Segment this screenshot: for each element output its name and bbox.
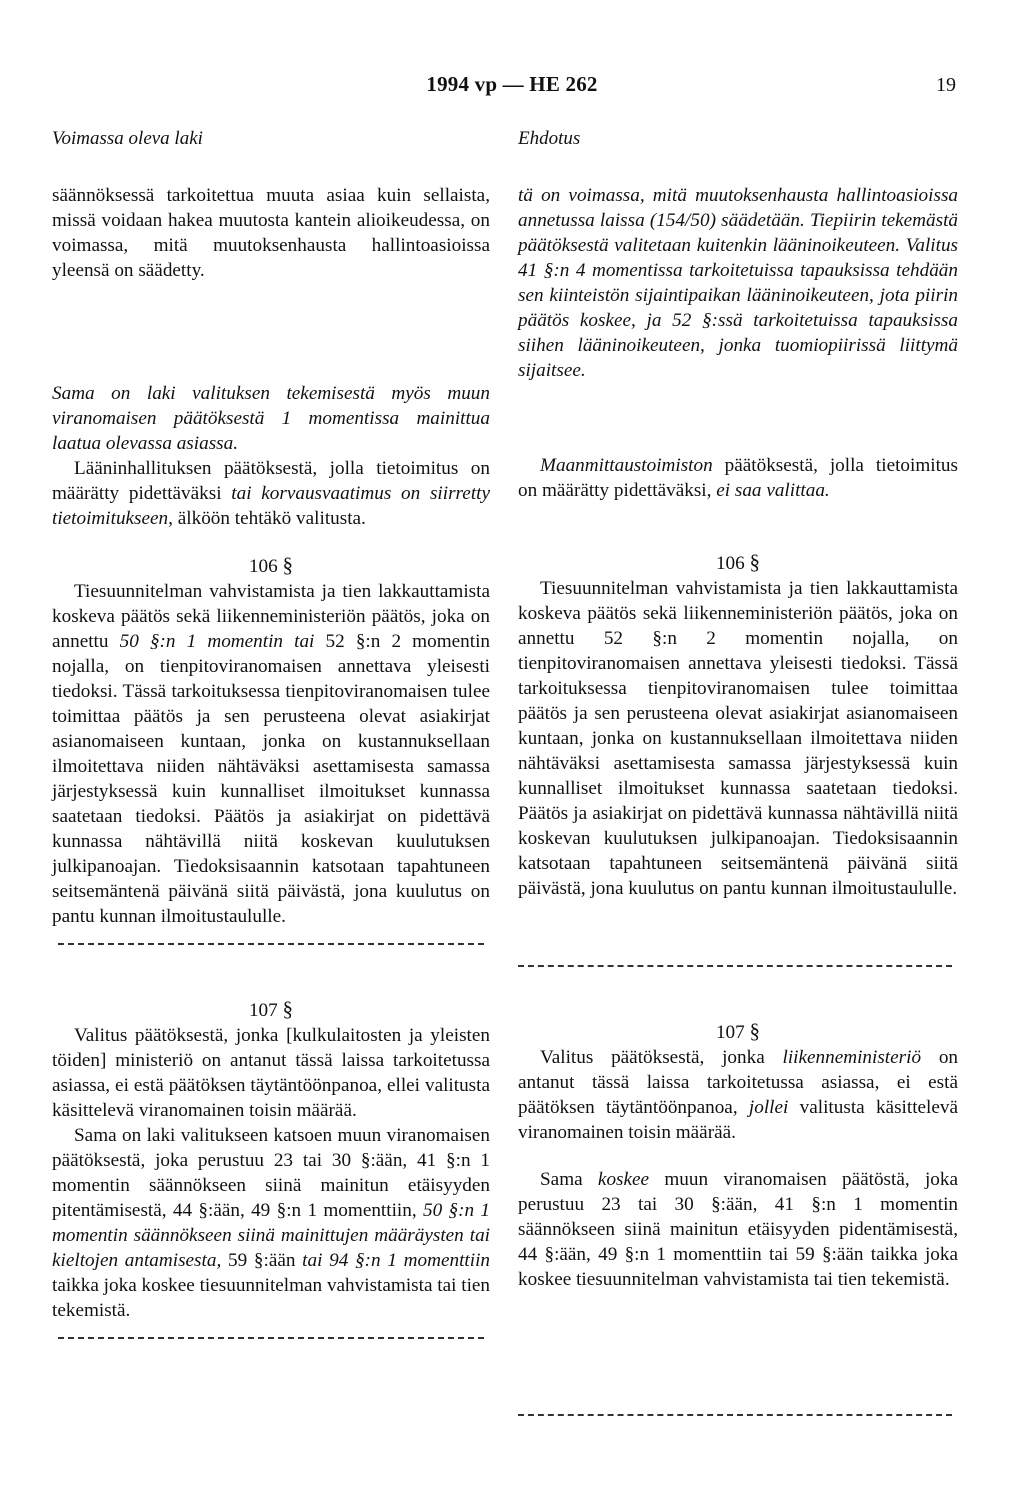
page-number: 19: [936, 74, 956, 96]
section-heading-106: 106 §: [715, 550, 761, 574]
section-107-paragraph: Sama on laki valitukseen katsoen muun viranomaisen päätöksestä, joka perustuu 23 tai 30 §:ään, 41 §:n 1 momentin säännökseen siinä mainitun etäisyyden pitentämisestä, 44 §:ään, 49 §:n 1 momenttiin, 50 §:n 1 momentin säännökseen siinä mainittujen määräysten tai kieltojen antamisesta, 59 §:ään tai 94 §:n 1 momenttiin taikka joka koskee tiesuunnitelman vahvistamista tai tien tekemistä.: [52, 1125, 491, 1321]
current-law-column: [52, 126, 490, 1339]
paragraph: Lääninhallituksen päätöksestä, jolla tietoimitus on määrätty pidettäväksi tai korvausvaatimus on siirretty tietoimitukseen, älköön tehtäkö valitusta.: [52, 458, 490, 529]
column-label: Voimassa oleva laki: [52, 128, 203, 149]
section-107-paragraph: Valitus päätöksestä, jonka liikenneministeriö on antanut tässä laissa tarkoitetussa asiassa, ei estä päätöksen täytäntöönpanoa, jollei valitusta käsittelevä viranomainen toisin määrää.: [518, 1047, 959, 1143]
proposal-column: [518, 126, 958, 1416]
paragraph-italic: Sama on laki valituksen tekemisestä myös muun viranomaisen päätöksestä 1 momentissa mainittua laatua olevassa asiassa.: [52, 383, 490, 454]
document-title: 1994 vp — HE 262: [426, 72, 598, 96]
section-heading-106: 106 §: [248, 553, 294, 577]
paragraph: Maanmittaustoimiston päätöksestä, jolla tietoimitus on määrätty pidettäväksi, ei saa valittaa.: [518, 455, 958, 501]
divider: [58, 1337, 484, 1339]
section-107-paragraph: Sama koskee muun viranomaisen päätöstä, joka perustuu 23 tai 30 §:ään, 41 §:n 1 momentin säännökseen siinä mainitun etäisyyden pidentämisestä, 44 §:ään, 49 §:n 1 momenttiin tai 59 §:ään taikka joka koskee tiesuunnitelman vahvistamista tai tien tekemistä.: [518, 1169, 958, 1290]
section-106-text: Tiesuunnitelman vahvistamista ja tien lakkauttamista koskeva päätös sekä liikenneministeriön päätös, joka on annettu 50 §:n 1 momentin tai 52 §:n 2 momentin nojalla, on tienpitoviranomaisen annettava yleisesti tiedoksi. Tässä tarkoituksessa tienpitoviranomaisen tulee toimittaa päätös ja sen perusteena olevat asiakirjat asianomaiseen kuntaan, jonka on kustannuksellaan ilmoitettava niiden nähtäväksi asettamisesta samassa järjestyksessä kuin kunnalliset ilmoitukset kunnassa saatetaan tiedoksi. Päätös ja asiakirjat on pidettävä kunnassa nähtävillä niitä koskevan kuulutuksen julkipanoajan. Tiedoksisaannin katsotaan tapahtuneen seitsemäntenä päivänä siitä päivästä, jona kuulutus on pantu kunnan ilmoitustaululle.: [52, 581, 490, 927]
section-107-paragraph: Valitus päätöksestä, jonka [kulkulaitosten ja yleisten töiden] ministeriö on antanut tässä laissa tarkoitetussa asiassa, ei estä päätöksen täytäntöönpanoa, ellei valitusta käsittelevä viranomainen toisin määrää.: [52, 1025, 490, 1121]
paragraph: säännöksessä tarkoitettua muuta asiaa kuin sellaista, missä voidaan hakea muutosta kantein alioikeudessa, on voimassa, mitä muutoksenhausta hallintoasioissa yleensä on säädetty.: [52, 185, 490, 281]
section-heading-107: 107 §: [248, 997, 294, 1021]
divider: [518, 965, 952, 967]
page-header: [0, 72, 1024, 106]
section-106-text: Tiesuunnitelman vahvistamista ja tien lakkauttamista koskeva päätös sekä liikenneministeriön päätös, joka on annettu 52 §:n 2 momentin nojalla, on tienpitoviranomaisen annettava yleisesti tiedoksi. Tässä tarkoituksessa tienpitoviranomaisen tulee toimittaa päätös ja sen perusteena olevat asiakirjat asianomaiseen kuntaan, jonka on kustannuksellaan ilmoitettava niiden nähtäväksi asettamisesta samassa järjestyksessä kuin kunnalliset ilmoitukset kunnassa saatetaan tiedoksi. Päätös ja asiakirjat on pidettävä kunnassa nähtävillä niitä koskevan kuulutuksen julkipanoajan. Tiedoksisaannin katsotaan tapahtuneen seitsemäntenä päivänä siitä päivästä, jona kuulutus on pantu kunnan ilmoitustaululle.: [518, 578, 958, 899]
paragraph-italic: tä on voimassa, mitä muutoksenhausta hallintoasioissa annetussa laissa (154/50) säädetään. Tiepiirin tekemästä päätöksestä valitetaan kuitenkin lääninoikeuteen. Valitus 41 §:n 4 momentissa tarkoitetuissa tapauksissa tehdään sen kiinteistön sijaintipaikan lääninoikeuteen, jota piirin päätös koskee, ja 52 §:ssä tarkoitetuissa tapauksissa siihen lääninoikeuteen, jonka tuomiopiirissä liittymä sijaitsee.: [518, 185, 958, 381]
column-label: Ehdotus: [518, 128, 581, 149]
divider: [518, 1414, 952, 1416]
section-heading-107: 107 §: [715, 1019, 761, 1043]
divider: [58, 943, 484, 945]
